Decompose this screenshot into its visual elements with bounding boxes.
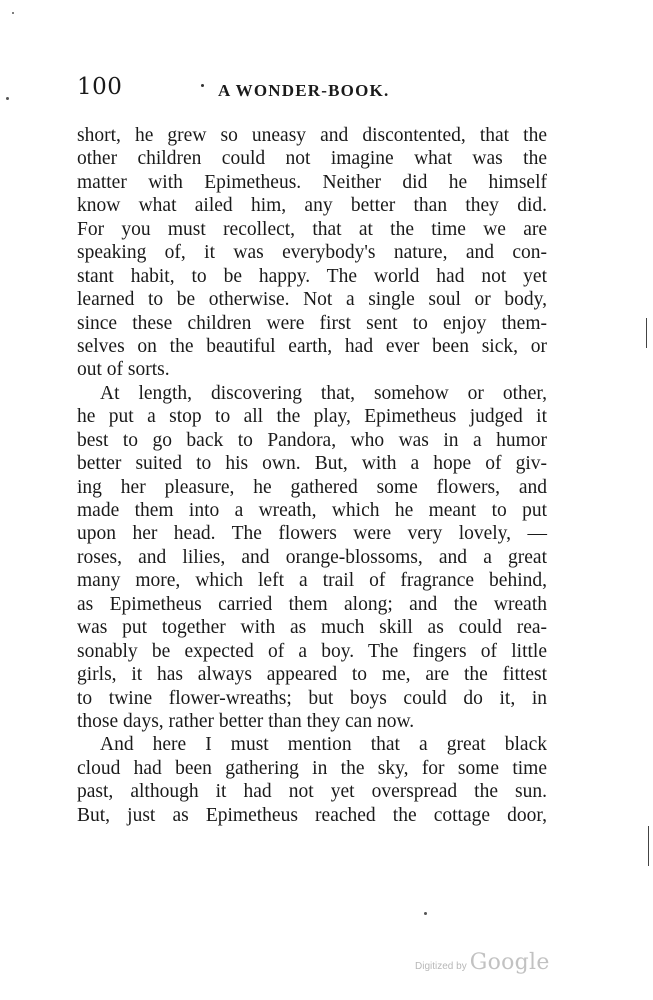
text-line: know what ailed him, any better than they did. [77, 195, 547, 217]
text-line-paragraph-end: out of sorts. [77, 359, 170, 381]
text-line: he put a stop to all the play, Epimetheus judged it [77, 406, 547, 428]
google-logo: Google [469, 950, 550, 975]
page-header [77, 74, 547, 108]
text-line: short, he grew so uneasy and discontented, that the [77, 125, 547, 146]
text-line: past, although it had not yet overspread the sun. [77, 781, 547, 803]
text-line: girls, it has always appeared to me, are the fittest [77, 664, 547, 686]
text-line: matter with Epimetheus. Neither did he himself [77, 171, 547, 193]
scan-speck [12, 12, 14, 14]
text-line: was put together with as much skill as could rea- [77, 617, 547, 639]
text-line: learned to be otherwise. Not a single soul or body, [77, 289, 547, 311]
scan-speck [424, 912, 427, 915]
text-line: selves on the beautiful earth, had ever been sick, or [77, 335, 547, 357]
running-head: A WONDER-BOOK. [218, 81, 390, 100]
digitized-watermark [415, 950, 550, 980]
text-line: But, just as Epimetheus reached the cottage door, [77, 804, 547, 826]
text-line: cloud had been gathering in the sky, for some time [77, 757, 547, 779]
page-number: 100 [77, 74, 123, 100]
text-line: roses, and lilies, and orange-blossoms, and a great [77, 546, 547, 568]
text-line-paragraph-start: At length, discovering that, somehow or other, [100, 382, 547, 404]
text-line: made them into a wreath, which he meant to put [77, 500, 547, 521]
text-line-paragraph-end: those days, rather better than they can now. [77, 710, 415, 732]
text-line: since these children were first sent to enjoy them- [77, 312, 547, 334]
text-line: stant habit, to be happy. The world had not yet [77, 265, 547, 287]
text-line: best to go back to Pandora, who was in a humor [77, 429, 547, 451]
body-text [77, 124, 547, 827]
text-line: many more, which left a trail of fragrance behind, [77, 570, 547, 592]
text-line: upon her head. The flowers were very lovely, — [77, 523, 547, 545]
text-line: speaking of, it was everybody's nature, and con- [77, 242, 547, 264]
text-line: as Epimetheus carried them along; and the wreath [77, 593, 547, 615]
digitized-by-label: Digitized by [415, 961, 467, 972]
text-line-paragraph-start: And here I must mention that a great black [100, 734, 547, 756]
text-line: better suited to his own. But, with a hope of giv- [77, 453, 547, 475]
page-edge-line [646, 318, 647, 348]
text-line: to twine flower-wreaths; but boys could do it, in [77, 687, 547, 709]
text-line: ing her pleasure, he gathered some flowers, and [77, 476, 547, 498]
text-line: For you must recollect, that at the time we are [77, 218, 547, 240]
scan-speck [6, 97, 9, 100]
text-line: sonably be expected of a boy. The fingers of little [77, 640, 547, 662]
page-edge-line [648, 826, 649, 866]
text-line: other children could not imagine what was the [77, 148, 547, 170]
header-separator-dot [201, 84, 204, 87]
